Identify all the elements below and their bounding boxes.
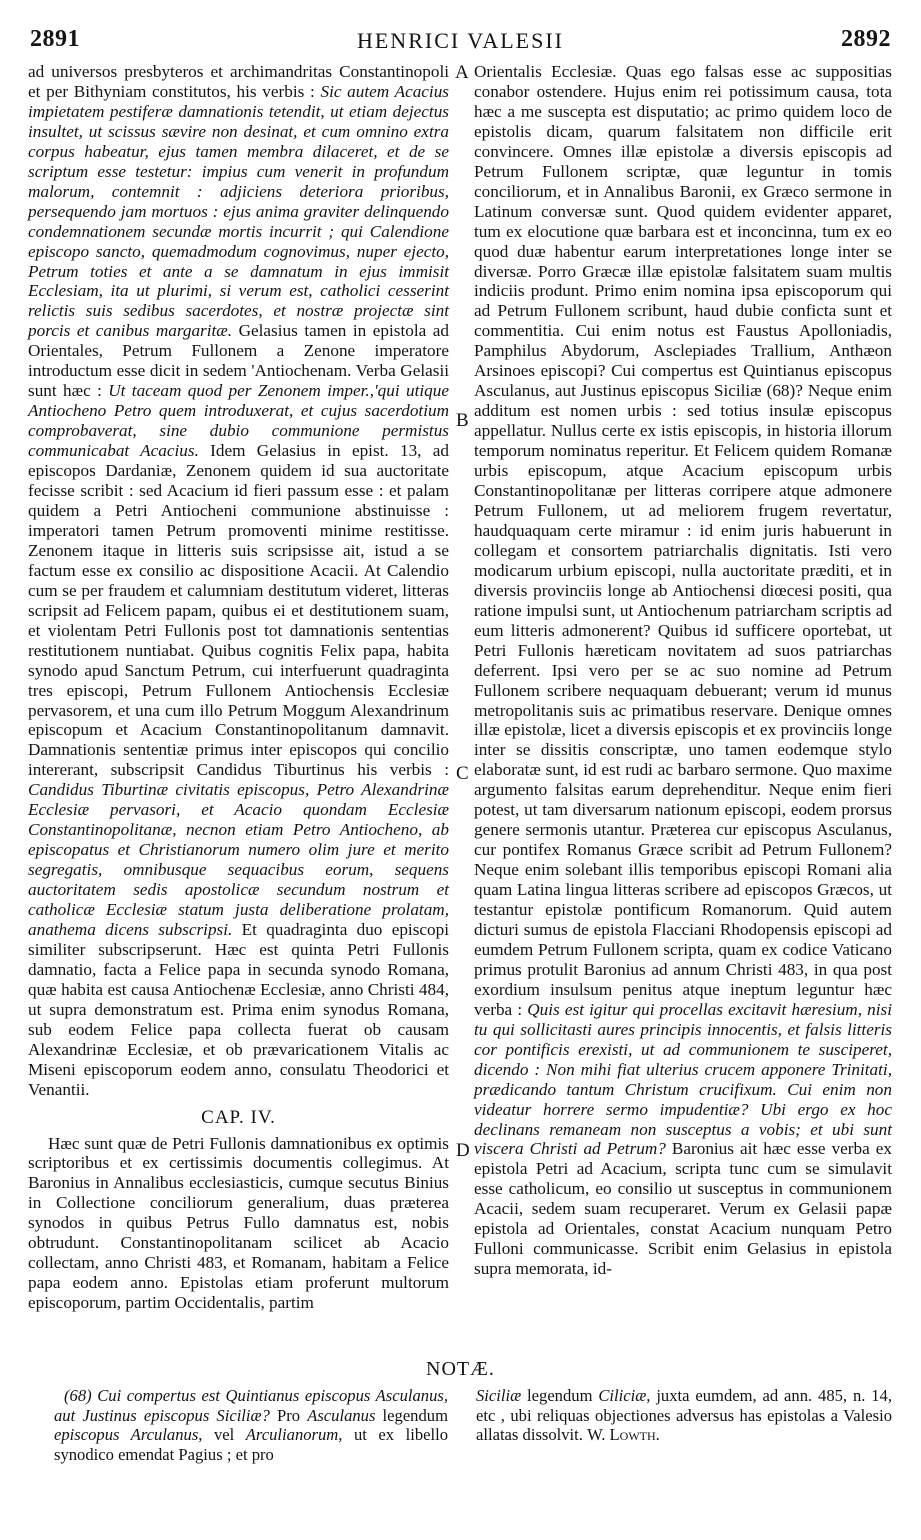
italic-word: episcopus Arculanus, <box>54 1425 203 1444</box>
text-run: ut ex libello synodico emendat Pagius ; et pro <box>54 1425 448 1464</box>
italic-quote: Quis est igitur qui procellas excitavit hæresium, nisi tu qui sollicitasti aures principis innocentis, et falsis litteris cor pontificis erexisti, ut ad communionem te susciperet, dicendo : Non mihi fiat ulterius crucem apponere Trinitati, prædicando tantum Christum crucifixum. Cui enim non videatur horrere sermo impudentiæ? Ubi ergo ex hoc declinans remaneam non susceptus a vobis; et ubi sunt viscera Christi ad Petrum? <box>474 999 892 1159</box>
right-column <box>474 62 892 1279</box>
text-run: legendum <box>375 1405 448 1425</box>
margin-marker-c: C <box>456 763 469 784</box>
text-run: Et quadraginta duo episcopi similiter subscripserunt. Hæc est quinta Petri Fullonis damnatio, facta a Felice papa in secunda synodo Romana, quæ habita est causa Antiochenæ Ecclesiæ, anno Christi 484, ut supra demonstratum est. Prima enim synodus Romana, sub eodem Felice papa collecta fuerat ob causam Alexandrinæ Ecclesiæ, et ob prævaricationem Vitalis ac Miseni episcoporum eodem anno, consulatu Theodorici et Venantii. <box>28 919 449 1099</box>
footnote-quote: (68) Cui compertus est Quintianus episcopus Asculanus, aut Justinus episcopus Siciliæ? <box>54 1386 448 1425</box>
page-header <box>30 26 891 58</box>
italic-word: Asculanus <box>307 1405 376 1425</box>
margin-marker-b: B <box>456 410 469 431</box>
text-run: juxta eumdem, ad ann. 485, n. 14, etc , ubi reliquas objectiones adversus has epistolas a Valesio allatas dissolvit. <box>476 1386 892 1444</box>
footnote-left <box>54 1386 448 1464</box>
text-run: legendum <box>521 1386 599 1405</box>
italic-quote: Sic autem Acacius impietatem pestiferæ damnationis tetendit, ut etiam dejectus insultet, ut scissus sævire non desinat, et cum omnino extra corpus habeatur, ejus tamen membra dilaceret, et de se scriptum esse testetur: impius cum venerit in profundum malorum, contemnit : adjiciens deteriora prioribus, persequendo jam mortuos : ejus anima graviter delinquendo condemnationem secundæ mortis incurrit ; qui Calendione episcopo sancto, quemadmodum cognovimus, nuper ejecto, Petrum toties et ante a se damnatum in ejus immisit Ecclesiam, ita ut plurimi, si verum est, catholici cesserint relictis suis sedibus sacerdotes, et nostræ projectæ sint porcis et canibus margaritæ. <box>28 81 449 341</box>
text-run: vel <box>202 1425 246 1444</box>
chapter-heading: CAP. IV. <box>201 1106 276 1128</box>
footnote-right <box>476 1386 892 1445</box>
left-column <box>28 62 449 1313</box>
left-paragraph-2: Hæc sunt quæ de Petri Fullonis damnationibus ex optimis scriptoribus et ex certissimis documentis collegimus. At Baronius in Annalibus ecclesiasticis, cumque secutus Binius in Collectione conciliorum generalium, duas præterea synodos in quibus Petrus Fullo damnatus est, nobis obtrudunt. Constantinopolitanam scilicet ab Acacio collectam, anno Christi 483, et Romanam, habitam a Felice papa eodem anno. Epistolas etiam proferunt multorum episcoporum, partim Occidentalis, partim <box>28 1133 449 1313</box>
margin-marker-d: D <box>456 1140 470 1161</box>
italic-quote: Candidus Tiburtinæ civitatis episcopus, Petro Alexandrinæ Ecclesiæ pervasori, et Acacio quondam Ecclesiæ Constantinopolitanæ, necnon etiam Petro Antiocheno, ab episcopatus et Christianorum numero olim jure et merito segregatis, omnibusque sequacibus eorum, sequens auctoritatem sedis apostolicæ secundum nostrum et catholicæ Ecclesiæ statum justa deliberatione prolatam, anathema dicens subscripsi. <box>28 780 449 939</box>
italic-word: Ciliciæ, <box>598 1386 651 1405</box>
text-run: Baronius ait hæc esse verba ex epistola Petri ad Acacium, scripta tunc cum se simulavit esse catholicum, eo consilio ut susceptus in communionem Acacii, sedem suam recuperaret. Verum ex Gelasii papæ epistola ad Orientales, constat Acacium nunquam Petro Fulloni communicasse. Scribit enim Gelasius in epistola supra memorata, id- <box>474 1139 893 1279</box>
right-paragraph-1 <box>474 62 892 1279</box>
page-number-left: 2891 <box>30 26 80 52</box>
text-run: Orientalis Ecclesiæ. Quas ego falsas esse ac suppositias conabor ostendere. Hujus enim rei potissimum causa, tota hæc a me suscepta est disputatio; ac primo quidem loco de epistolis dicam, quarum falsitatem non difficile erit convincere. Omnes illæ epistolæ a diversis episcopis ad Petrum Fullonem scriptæ, quæ leguntur in tomis conciliorum, et in Annalibus Baronii, ex Græco sermone in Latinum conversæ sunt. Quod quidem evidenter apparet, tum ex elocutione quæ barbara est et inconcinna, tum ex eo quod duæ habentur earum interpretationes longe inter se diversæ. Porro Græcæ illæ epistolæ falsitatem suam multis indiciis produnt. Primo enim nomina ipsa episcoporum qui ad Petrum Fullonem scribunt, haud dubie conficta sunt et commentitia. Cui enim notus est Faustus Apolloniadis, Pamphilus Abydorum, Asclepiades Trallium, Anthæon Arsinoes episcopi? Cui compertus est Quintianus episcopus Asculanus, aut Justinus episcopus Siciliæ (68)? Neque enim additum est nomen urbis : sed totius insulæ episcopus appellatur. Nullus certe ex istis episcopis, in historia illorum temporum nominatus reperitur. Et Felicem quidem Romanæ urbis episcopum, atque Acacium episcopum urbis Constantinopolitanæ per litteras corripere atque admonere Petrum Fullonem, ut ad meliorem frugem revertatur, haudquaquam certe miramur : id enim juris habuerunt in collegam et consortem patriarchalis dignitatis. Isti vero modicarum urbium episcopi, nulla auctoritate præditi, et in diversis provinciis longe ab Antiochensi diœcesi positi, qua ratione impulsi sunt, ut Antiochenum patriarcham scriptis ad eum litteris admonerent? Quibus id sufficere oportebat, ut Petri Fullonis hæreticam novitatem ad suos patriarchas deferrent. Ipsi vero per se ac suo nomine ad Petrum Fullonem scribere nequaquam debuerant; verum id munus metropolitanis suis ac primatibus reservare. Denique omnes illæ epistolæ, licet a diversis episcopis et ex provinciis longe inter se dissitis conscriptæ, uno tamen eodemque stylo elaboratæ sunt, id est rudi ac barbaro sermone. Quo maxime argumento falsitas earum deprehenditur. Neque enim fieri potest, ut tam diversarum nationum episcopi, eodem prorsus genere sermonis utantur. Præterea cur episcopus Asculanus, cur pontifex Romanus Græce scribit ad Petrum Fullonem? Neque enim solebant illis temporibus episcopi Romani alia quam Latina lingua litteras scribere ad episcopos Græcos, ut testantur epistolæ pontificum Romanorum. Quid autem dicturi sumus de epistola Flacciani Rhodopensis episcopi ad eumdem Petrum Fullonem scripta, quam ex codice Vaticano primus protulit Baronius ad annum Christi 483, in qua post exordium insulsum penitus atque ineptum leguntur hæc verba : <box>474 62 892 1019</box>
running-title: HENRICI VALESII <box>356 28 565 53</box>
italic-word: Siciliæ <box>476 1386 522 1405</box>
text-run: ad universos presbyteros et archimandritas Constantinopoli et per Bithyniam constitutos, his verbis : <box>28 62 449 101</box>
text-run: Idem Gelasius in epist. 13, ad episcopos Dardaniæ, Zenonem quidem id sua auctoritate fecisse scribit : sed Acacium id fieri passum esse : et palam quidem a Petri Antiocheni communione abstinuisse : imperatori tamen Petrum promoventi minime restitisse. Zenonem itaque in litteris suis scripsisse ait, istud a se factum esse ex consilio ac dispositione Acacii. At Calendio cum se per fraudem et calumniam destitutum videret, litteras scripsit ad Felicem papam, quibus ei et destitutionem suam, et violentam Petri Fullonis post tot damnationis sententias restitutionem nuntiabat. Quibus cognitis Felix papa, habita synodo apud Sanctum Petrum, cui interfuerunt quadraginta tres episcopi, Petrum Fullonem Antiochensis Ecclesiæ pervasorem, et una cum illo Petrum Moggum Alexandrinum episcopum et Acacium Constantinopolitanum damnavit. Damnationis sententiæ primus inter episcopos qui concilio intererant, subscripsit Candidus Tiburtinus his verbis : <box>28 441 449 780</box>
notes-heading: NOTÆ. <box>426 1358 495 1380</box>
left-paragraph-1 <box>28 62 449 1100</box>
italic-quote: Ut taceam quod per Zenonem imper.,'qui utique Antiocheno Petro quem introduxerat, et cujus sacerdotium comprobaverat, sine dubio communione permistus communicabat Acacius. <box>28 381 449 461</box>
note-signature: W. Lowth. <box>587 1425 660 1444</box>
text-run: Gelasius tamen in epistola ad Orientales, Petrum Fullonem a Zenone imperatore introductum esse dicit in sedem 'Antiochenam. Verba Gelasii sunt hæc : <box>28 321 449 401</box>
italic-word: Arculianorum, <box>245 1425 343 1444</box>
page-number-right: 2892 <box>841 26 891 52</box>
text-run: Pro <box>269 1405 308 1425</box>
margin-marker-a: A <box>455 62 469 83</box>
